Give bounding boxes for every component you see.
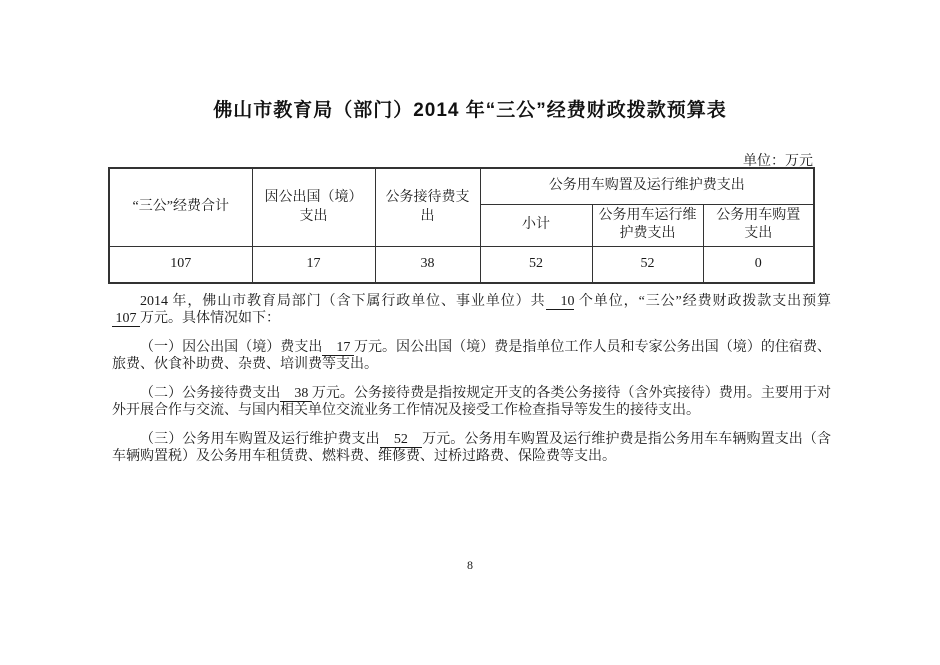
summary-text-1: 2014 年，佛山市教育局部门（含下属行政单位、事业单位）共 [140,294,546,309]
table-data-row [109,247,814,283]
blank-total-budget: 107 [112,311,140,326]
header-vehicle-subtotal: 小计 [480,204,592,247]
vehicle-text-2: 万元。公务用车购置及运行维护费是指公务用车车辆购置支出（含车辆购置税）及公务用车租赁费、燃料费、维修费、过桥过路费、保险费等支出。 [112,432,832,464]
cell-abroad-expense: 17 [252,247,375,283]
header-vehicle-purchase: 公务用车购置支出 [703,204,814,247]
summary-text-3: 万元。具体情况如下： [140,311,280,326]
vehicle-text-1: （三）公务用车购置及运行维护费支出 [140,432,380,447]
blank-abroad-amount: 17 [322,340,354,355]
paragraph-summary [112,293,831,327]
header-vehicle-maintenance: 公务用车运行维护费支出 [592,204,703,247]
cell-vehicle-purchase: 0 [703,247,814,283]
unit-label: 单位：万元 [743,154,813,169]
header-sangong-total: “三公”经费合计 [109,168,252,247]
paragraph-vehicle [112,431,831,465]
document-title: 佛山市教育局（部门）2014 年“三公”经费财政拨款预算表 [213,100,727,121]
body-text [112,293,831,477]
budget-table [108,167,815,284]
header-abroad-expense: 因公出国（境）支出 [252,168,375,247]
page-number: 8 [467,558,473,572]
cell-vehicle-maintenance: 52 [592,247,703,283]
table-header-row-1 [109,168,814,204]
cell-sangong-total: 107 [109,247,252,283]
cell-reception-expense: 38 [375,247,480,283]
summary-text-2: 个单位，“三公”经费财政拨款支出预算 [574,294,832,309]
paragraph-reception [112,385,831,419]
reception-text-1: （二）公务接待费支出 [140,386,281,401]
blank-reception-amount: 38 [280,386,312,401]
paragraph-abroad [112,339,831,373]
abroad-text-2: 万元。因公出国（境）费是指单位工作人员和专家公务出国（境）的住宿费、旅费、伙食补助费、杂费、培训费等支出。 [112,340,831,372]
cell-vehicle-subtotal: 52 [480,247,592,283]
reception-text-2: 万元。公务接待费是指按规定开支的各类公务接待（含外宾接待）费用。主要用于对外开展合作与交流、与国内相关单位交流业务工作情况及接受工作检查指导等发生的接待支出。 [112,386,831,418]
blank-unit-count: 10 [545,294,575,309]
abroad-text-1: （一）因公出国（境）费支出 [140,340,323,355]
blank-vehicle-amount: 52 [379,432,423,447]
header-reception-expense: 公务接待费支出 [375,168,480,247]
header-vehicle-group: 公务用车购置及运行维护费支出 [480,168,814,204]
